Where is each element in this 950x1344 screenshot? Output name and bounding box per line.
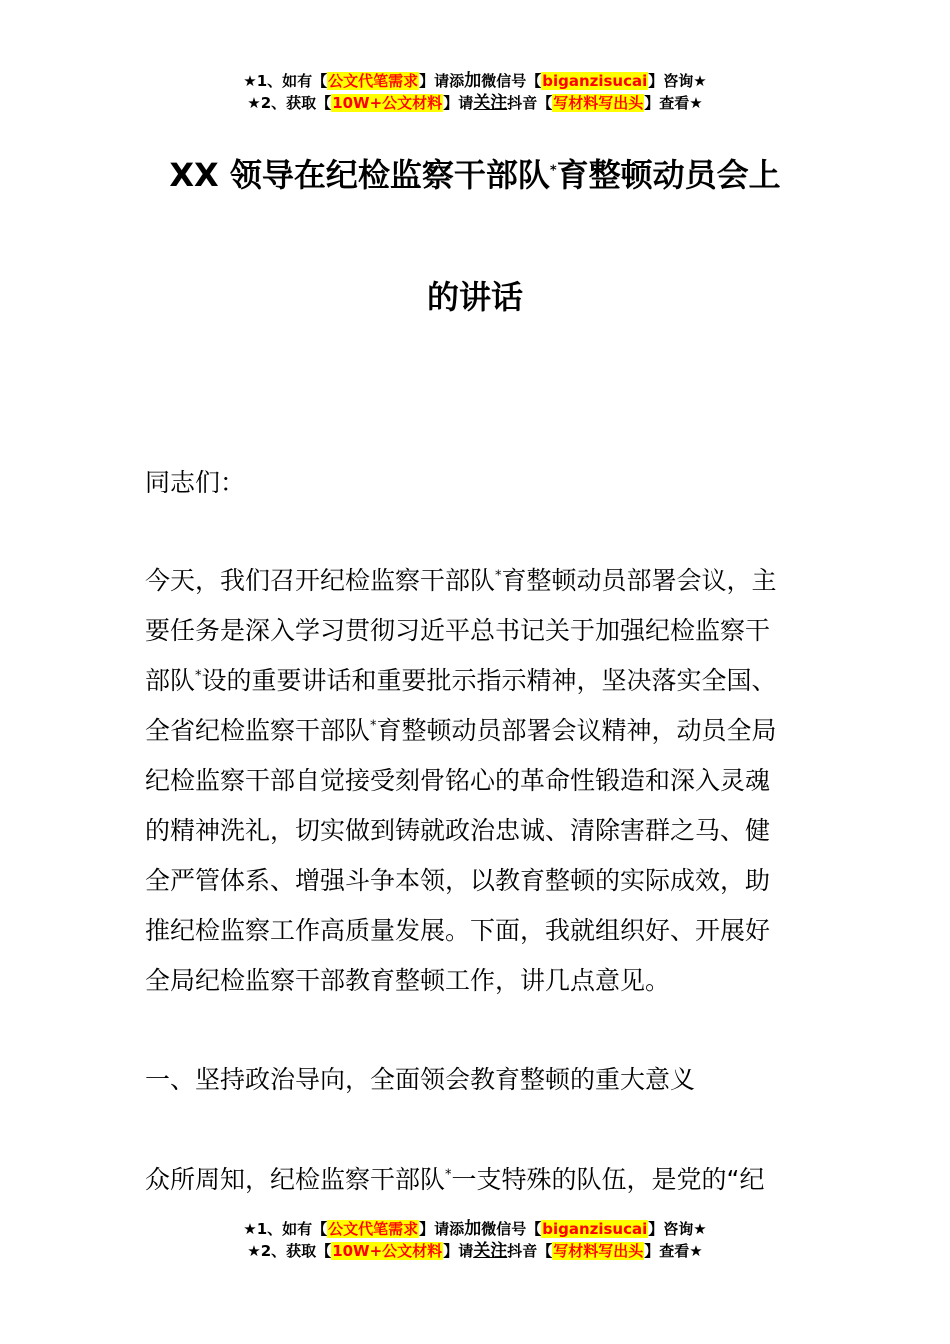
line-text: 育整顿动员部署会议，主: [501, 566, 777, 595]
paragraph-line: [145, 756, 810, 806]
banner-text: 】查看★: [644, 1242, 703, 1260]
banner-line-2: [0, 92, 950, 114]
document-title-line-1: [140, 150, 810, 196]
title-text: 育整顿动员会上: [556, 156, 781, 194]
line-text: 部队: [145, 666, 196, 695]
banner-highlight: 公文代笔需求: [328, 1220, 419, 1238]
line-text: 的精神洗礼，切实做到铸就政治忠诚、清除害群之马、健: [145, 816, 771, 845]
banner-line-1: [0, 70, 950, 92]
line-mark: *: [370, 718, 377, 734]
line-text: 推纪检监察工作高质量发展。下面，我就组织好、开展好: [145, 916, 771, 945]
line-text: 全省纪检监察干部队: [145, 716, 371, 745]
line-mark: *: [195, 668, 202, 684]
line-mark: *: [495, 568, 502, 584]
banner-text: 微信号【: [481, 1220, 542, 1238]
title-mark: *: [549, 163, 557, 179]
banner-wechat-id: biganzisucai: [542, 72, 648, 90]
banner-line-1: [0, 1218, 950, 1240]
line-text: 设的重要讲话和重要批示指示精神，坚决落实全国、: [201, 666, 777, 695]
banner-text: ★2、获取【: [247, 1242, 332, 1260]
line-text: 纪检监察干部自觉接受刻骨铭心的革命性锻造和深入灵魂: [145, 766, 771, 795]
line-text: 一支特殊的队伍，是党的“纪: [451, 1165, 765, 1194]
banner-highlight: 10W+公文材料: [332, 94, 443, 112]
paragraph-line: [145, 906, 810, 956]
banner-text: ★1、如有【: [243, 1220, 328, 1238]
greeting: 同志们：: [145, 468, 246, 497]
body-paragraph-1: [145, 556, 810, 1006]
banner-highlight: 公文代笔需求: [328, 72, 419, 90]
banner-text: 】请: [443, 94, 474, 112]
banner-wechat-id: biganzisucai: [542, 1220, 648, 1238]
banner-text: 】请: [443, 1242, 474, 1260]
banner-text: ★1、如有【: [243, 72, 328, 90]
banner-emphasis: 加: [464, 1219, 482, 1239]
line-text: 育整顿动员部署会议精神，动员全局: [376, 716, 777, 745]
banner-highlight: 10W+公文材料: [332, 1242, 443, 1260]
line-text: 全局纪检监察干部教育整顿工作，讲几点意见。: [145, 966, 671, 995]
banner-text: 微信号【: [481, 72, 542, 90]
paragraph-line: [145, 606, 810, 656]
line-text: 众所周知，纪检监察干部队: [145, 1165, 446, 1194]
document-title-line-2: 的讲话: [426, 278, 523, 316]
banner-text: ★2、获取【: [247, 94, 332, 112]
body-paragraph-2: [145, 1155, 810, 1205]
banner-text: 】查看★: [644, 94, 703, 112]
banner-emphasis: 加: [464, 71, 482, 91]
paragraph-line: [145, 856, 810, 906]
paragraph-line: [145, 706, 810, 756]
section-heading-1: 一、坚持政治导向，全面领会教育整顿的重大意义: [145, 1065, 696, 1094]
line-text: 今天，我们召开纪检监察干部队: [145, 566, 496, 595]
paragraph-line: [145, 956, 810, 1006]
line-mark: *: [445, 1167, 452, 1183]
banner-text: 】请添: [419, 1220, 465, 1238]
title-text: XX 领导在纪检监察干部队: [169, 156, 550, 194]
banner-douyin-id: 写材料写出头: [553, 94, 644, 112]
banner-text: 】咨询★: [648, 72, 707, 90]
banner-emphasis: 关注: [473, 1241, 508, 1261]
paragraph-line: [145, 656, 810, 706]
paragraph-line: [145, 806, 810, 856]
banner-text: 】请添: [419, 72, 465, 90]
banner-emphasis: 关注: [473, 93, 508, 113]
line-text: 全严管体系、增强斗争本领，以教育整顿的实际成效，助: [145, 866, 771, 895]
banner-text: 】咨询★: [648, 1220, 707, 1238]
banner-text: 抖音【: [507, 94, 553, 112]
banner-douyin-id: 写材料写出头: [553, 1242, 644, 1260]
footer-banner: [0, 1218, 950, 1262]
header-banner: [0, 70, 950, 114]
banner-line-2: [0, 1240, 950, 1262]
paragraph-line: [145, 556, 810, 606]
line-text: 要任务是深入学习贯彻习近平总书记关于加强纪检监察干: [145, 616, 771, 645]
banner-text: 抖音【: [507, 1242, 553, 1260]
